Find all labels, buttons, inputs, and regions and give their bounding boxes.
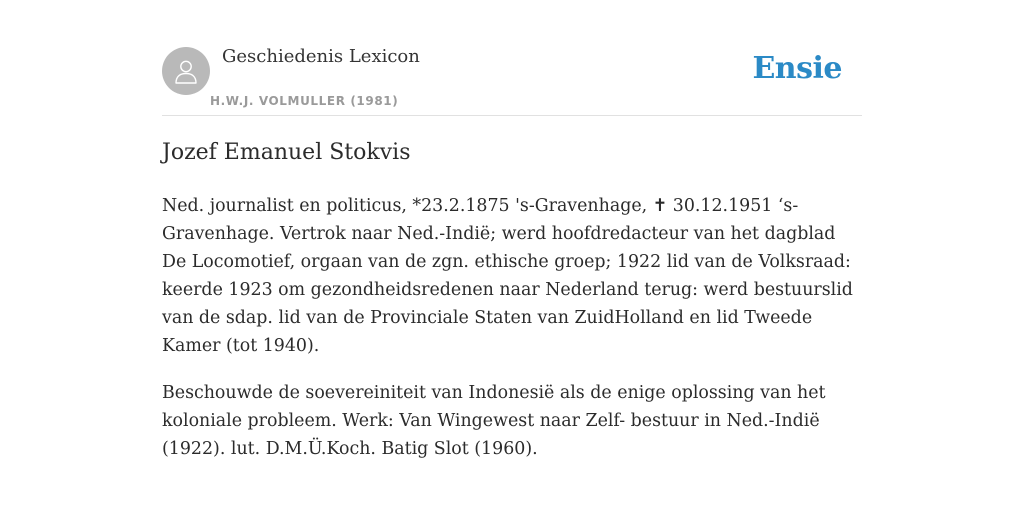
page <box>162 0 862 512</box>
source-header <box>162 0 862 116</box>
source-author[interactable]: H.W.J. VOLMULLER (1981) <box>210 94 399 108</box>
entry-paragraph-2: Beschouwde de soevereiniteit van Indonesië als de enige oplossing van het koloniale probleem. Werk: Van Wingewest naar Zelf- bestuur in Ned.-Indië (1922). lut. D.M.Ü.Koch. Batig Slot (1960). <box>162 383 826 459</box>
entry-paragraph-1: Ned. journalist en politicus, *23.2.1875 's-Gravenhage, ✝ 30.12.1951 ‘s-Gravenhage. Vertrok naar Ned.-Indië; werd hoofdredacteur van het dagblad De Locomotief, orgaan van de zgn. ethische groep; 1922 lid van de Volksraad: keerde 1923 om gezondheidsredenen naar Nederland terug: werd bestuurslid van de sdap. lid van de Provinciale Staten van ZuidHolland en lid Tweede Kamer (tot 1940). <box>162 196 853 356</box>
brand-logo[interactable]: Ensie <box>752 51 842 86</box>
source-title[interactable]: Geschiedenis Lexicon <box>222 46 420 67</box>
entry-title: Jozef Emanuel Stokvis <box>162 140 411 165</box>
user-avatar-icon <box>172 57 200 85</box>
source-avatar[interactable] <box>162 47 210 95</box>
